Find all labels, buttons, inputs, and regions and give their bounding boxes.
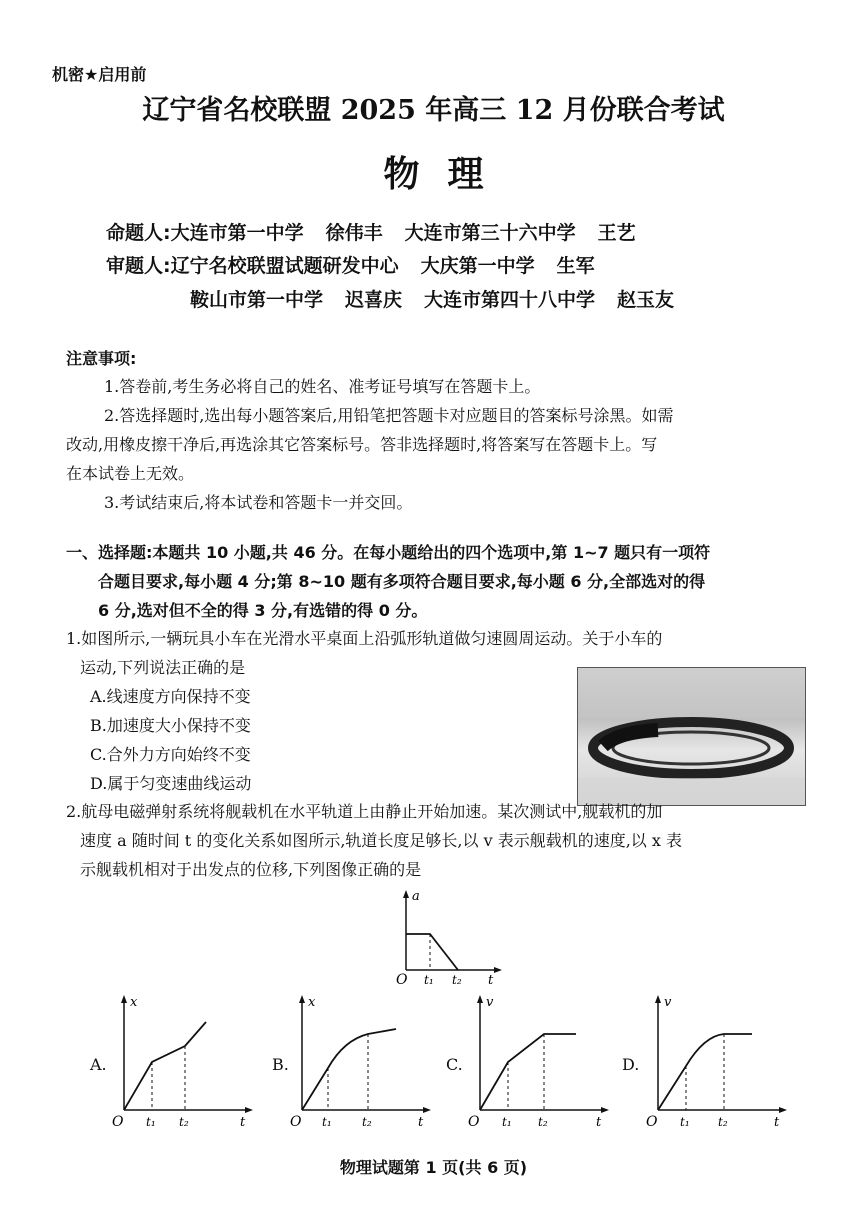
y-axis-arrow <box>403 890 409 898</box>
section-line: 6 分,选对但不全的得 3 分,有选错的得 0 分。 <box>98 601 428 620</box>
option-d-graph <box>642 990 792 1130</box>
x-t-curve <box>124 1022 206 1110</box>
credit-text: 命题人:大连市第一中学 <box>106 222 304 244</box>
track-photo-drawing <box>578 668 805 805</box>
credit-text: 徐伟丰 <box>325 222 383 244</box>
tick-label-t1: t₁ <box>680 1115 690 1129</box>
axis-label-t: t <box>774 1115 780 1130</box>
origin-label: O <box>112 1114 124 1130</box>
note-item-3: 3.考试结束后,将本试卷和答题卡一并交回。 <box>104 493 413 512</box>
credit-text: 迟喜庆 <box>345 289 403 311</box>
axis-label-x: x <box>308 995 316 1010</box>
tick-label-t2: t₂ <box>362 1115 372 1129</box>
section-instructions <box>66 538 808 625</box>
y-axis-arrow <box>121 995 127 1003</box>
origin-label: O <box>468 1114 480 1130</box>
origin-label: O <box>396 972 408 988</box>
credits-line-1 <box>106 218 658 245</box>
confidential-mark: 机密★启用前 <box>52 65 147 84</box>
note-item-1: 1.答卷前,考生务必将自己的姓名、准考证号填写在答题卡上。 <box>104 377 541 396</box>
question-1-option-a: A.线速度方向保持不变 <box>90 687 251 706</box>
section-line: 合题目要求,每小题 4 分;第 8~10 题有多项符合题目要求,每小题 6 分,全部选对的得 <box>98 572 706 591</box>
credits-line-2 <box>106 251 617 278</box>
credit-text: 审题人:辽宁名校联盟试题研发中心 <box>106 255 399 277</box>
a-curve <box>406 934 458 970</box>
origin-label: O <box>646 1114 658 1130</box>
section-line: 一、选择题:本题共 10 小题,共 46 分。在每小题给出的四个选项中,第 1~7 题只有一项符 <box>66 543 711 562</box>
tick-label-t1: t₁ <box>502 1115 512 1129</box>
x-axis-arrow <box>245 1107 253 1113</box>
credit-text: 大连市第三十六中学 <box>404 222 576 244</box>
axis-label-t: t <box>240 1115 246 1130</box>
question-1-option-c: C.合外力方向始终不变 <box>90 745 251 764</box>
axis-label-t: t <box>418 1115 424 1130</box>
question-2-stem-cont: 速度 a 随时间 t 的变化关系如图所示,轨道长度足够长,以 v 表示舰载机的速度,以 x 表 <box>80 831 682 850</box>
y-axis-arrow <box>299 995 305 1003</box>
option-a-label: A. <box>90 1055 107 1074</box>
toy-car-track-photo <box>577 667 806 806</box>
question-2-stem-end: 示舰载机相对于出发点的位移,下列图像正确的是 <box>80 860 422 879</box>
credit-text: 赵玉友 <box>617 289 675 311</box>
axis-label-t: t <box>596 1115 602 1130</box>
tick-label-t2: t₂ <box>179 1115 189 1129</box>
credit-text: 大庆第一中学 <box>420 255 535 277</box>
acceleration-time-graph <box>390 888 505 988</box>
x-axis-arrow <box>779 1107 787 1113</box>
option-c-label: C. <box>446 1055 463 1074</box>
question-1-stem-cont: 运动,下列说法正确的是 <box>80 658 246 677</box>
subject-title: 物理 <box>383 153 512 195</box>
v-t-curve <box>658 1034 752 1110</box>
option-a-graph <box>108 990 258 1130</box>
axis-label-t: t <box>488 973 494 988</box>
axis-label-a: a <box>412 889 420 904</box>
question-2-stem: 2.航母电磁弹射系统将舰载机在水平轨道上由静止开始加速。某次测试中,舰载机的加 <box>66 802 663 821</box>
v-t-curve <box>480 1034 576 1110</box>
page-footer: 物理试题第 1 页(共 6 页) <box>339 1158 528 1177</box>
x-axis-arrow <box>494 967 502 973</box>
tick-label-t1: t₁ <box>146 1115 156 1129</box>
exam-title: 辽宁省名校联盟 2025 年高三 12 月份联合考试 <box>142 95 725 126</box>
x-t-curve <box>302 1029 396 1110</box>
axis-label-x: x <box>130 995 138 1010</box>
tick-label-t2: t₂ <box>718 1115 728 1129</box>
credit-text: 鞍山市第一中学 <box>190 289 324 311</box>
x-axis-arrow <box>423 1107 431 1113</box>
tick-label-t2: t₂ <box>538 1115 548 1129</box>
credit-text: 大连市第四十八中学 <box>424 289 596 311</box>
tick-label-t1: t₁ <box>322 1115 332 1129</box>
notes-heading: 注意事项: <box>66 349 137 368</box>
option-b-label: B. <box>272 1055 289 1074</box>
note-item-2-end: 在本试卷上无效。 <box>66 464 195 483</box>
axis-label-v: v <box>486 995 494 1010</box>
tick-label-t2: t₂ <box>452 973 462 987</box>
note-item-2: 2.答选择题时,选出每小题答案后,用铅笔把答题卡对应题目的答案标号涂黑。如需 <box>104 406 674 425</box>
y-axis-arrow <box>477 995 483 1003</box>
credit-text: 王艺 <box>597 222 636 244</box>
tick-label-t1: t₁ <box>424 973 434 987</box>
question-1-option-d: D.属于匀变速曲线运动 <box>90 774 252 793</box>
option-c-graph <box>464 990 614 1130</box>
credit-text: 生军 <box>556 255 595 277</box>
note-item-2-cont: 改动,用橡皮擦干净后,再选涂其它答案标号。答非选择题时,将答案写在答题卡上。写 <box>66 435 658 454</box>
question-1-option-b: B.加速度大小保持不变 <box>90 716 251 735</box>
option-d-label: D. <box>622 1055 640 1074</box>
question-1-stem: 1.如图所示,一辆玩具小车在光滑水平桌面上沿弧形轨道做匀速圆周运动。关于小车的 <box>66 629 663 648</box>
origin-label: O <box>290 1114 302 1130</box>
y-axis-arrow <box>655 995 661 1003</box>
axis-label-v: v <box>664 995 672 1010</box>
credits-line-3 <box>190 285 696 312</box>
option-b-graph <box>286 990 436 1130</box>
x-axis-arrow <box>601 1107 609 1113</box>
